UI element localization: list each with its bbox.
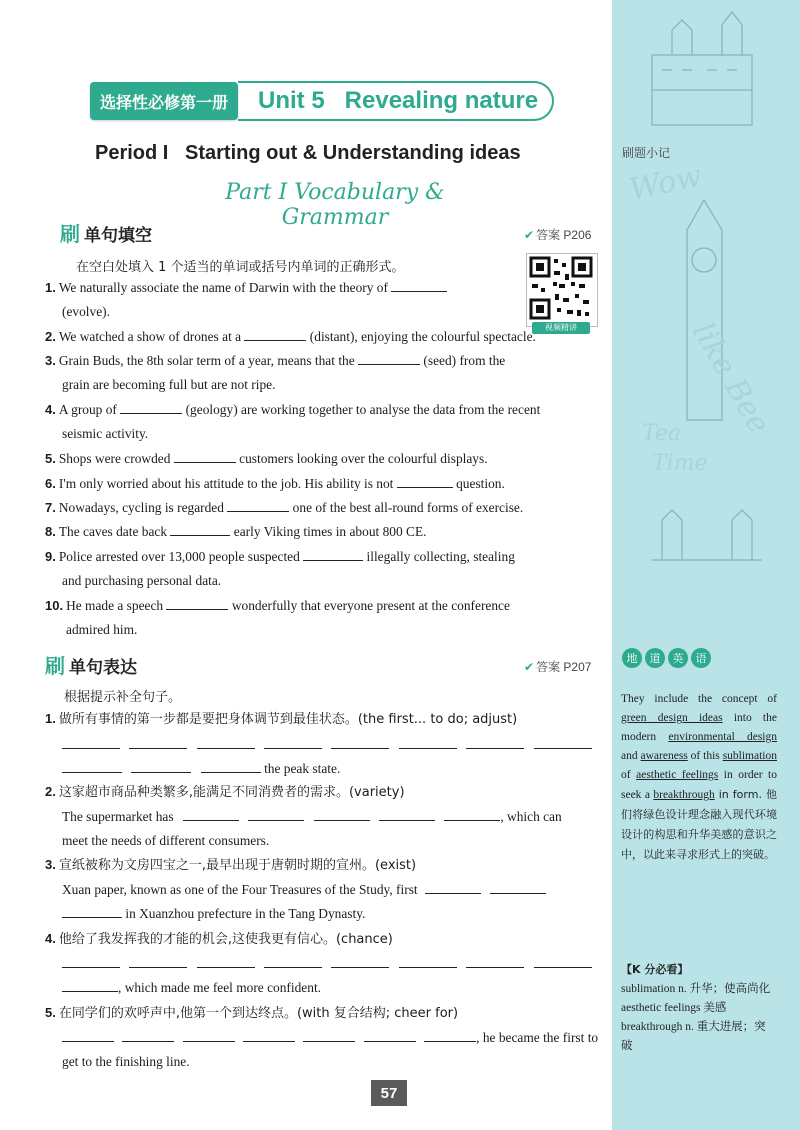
passage-text: of this — [687, 750, 723, 762]
svg-text:Time: Time — [652, 451, 708, 476]
answer-blank[interactable] — [303, 1027, 355, 1042]
exercise-item — [45, 780, 405, 805]
passage-keyword: green design ideas — [621, 712, 723, 724]
item-number: 2. — [45, 329, 56, 344]
k-entry: sublimation n. 升华；使高尚化 — [621, 983, 771, 995]
item-text: Xuan paper, known as one of the Four Treasures of the Study, first — [62, 882, 418, 897]
answer-blank[interactable] — [244, 326, 306, 341]
item-cont: get to the finishing line. — [62, 1054, 190, 1069]
exercise-item — [45, 349, 505, 373]
answer-blank[interactable] — [166, 595, 228, 610]
item-text: the peak state. — [264, 761, 341, 776]
item-prompt: 宣纸被称为文房四宝之一,最早出现于唐朝时期的宣州。(exist) — [58, 858, 417, 873]
passage-text: in form. 他们将绿色设计理念融入现代环境设计的构思和升华美感的意识之中，以此来寻求形式上的突破。 — [621, 788, 777, 861]
check-icon: ✔ — [524, 228, 535, 242]
answer-ref — [524, 226, 591, 243]
item-number: 6. — [45, 476, 56, 491]
answer-blank[interactable] — [424, 1027, 476, 1042]
item-text: The supermarket has — [62, 809, 174, 824]
answer-blank[interactable] — [331, 953, 389, 968]
item-text: Shops were crowded — [58, 451, 171, 466]
item-text: , which can — [500, 809, 562, 824]
passage-keyword: environmental design — [668, 731, 777, 743]
item-cont: and purchasing personal data. — [62, 573, 222, 588]
k-entry: aesthetic feelings 美感 — [621, 1002, 727, 1014]
item-prompt: 在同学们的欢呼声中,他第一个到达终点。(with 复合结构; cheer for) — [58, 1006, 459, 1021]
answer-blank[interactable] — [364, 1027, 416, 1042]
section-title: 单句填空 — [84, 226, 152, 245]
exercise-item — [45, 927, 393, 952]
answer-line — [62, 757, 340, 781]
answer-blank[interactable] — [243, 1027, 295, 1042]
answer-line — [62, 976, 321, 1000]
item-prompt: 做所有事情的第一步都是要把身体调节到最佳状态。(the first... to do; adjust) — [58, 712, 518, 727]
exercise-item — [45, 276, 447, 300]
item-number: 1. — [45, 711, 56, 726]
item-text: in Xuanzhou prefecture in the Tang Dynasty. — [125, 906, 366, 921]
item-number: 3. — [45, 353, 56, 368]
svg-text:Wow: Wow — [626, 158, 705, 208]
answer-line — [62, 805, 562, 829]
exercise-item — [45, 1001, 458, 1026]
item-cont: (evolve). — [62, 304, 110, 319]
answer-blank[interactable] — [466, 953, 524, 968]
answer-line — [62, 902, 365, 926]
item-number: 5. — [45, 1005, 56, 1020]
item-prompt: 他给了我发挥我的才能的机会,这使我更有信心。(chance) — [58, 932, 393, 947]
qr-pattern-icon — [527, 254, 595, 322]
item-text: The caves date back — [58, 524, 168, 539]
answer-blank[interactable] — [314, 806, 370, 821]
item-text: A group of — [58, 402, 117, 417]
passage-keyword: aesthetic feelings — [636, 769, 719, 781]
item-text: one of the best all-round forms of exercise. — [292, 500, 524, 515]
item-text: Police arrested over 13,000 people suspected — [58, 549, 300, 564]
item-text: question. — [456, 476, 505, 491]
item-number: 3. — [45, 857, 56, 872]
exercise-item — [45, 325, 536, 349]
exercise-item — [45, 398, 540, 422]
svg-text:Tea: Tea — [642, 421, 682, 446]
exercise-item — [45, 594, 510, 618]
answer-blank[interactable] — [62, 903, 122, 918]
answer-blank[interactable] — [62, 758, 122, 773]
qr-code[interactable] — [526, 253, 598, 327]
answer-blank[interactable] — [131, 758, 191, 773]
svg-text:like Bee: like Bee — [685, 316, 777, 440]
item-number: 8. — [45, 524, 56, 539]
passage-text: into the modern — [621, 712, 777, 743]
answer-ref-text: 答案 P206 — [536, 228, 592, 242]
instruction: 根据提示补全句子。 — [64, 690, 182, 705]
answer-blank[interactable] — [397, 473, 453, 488]
answer-blank[interactable] — [227, 497, 289, 512]
item-text: wonderfully that everyone present at the conference — [231, 598, 510, 613]
item-text: customers looking over the colourful displays. — [239, 451, 488, 466]
passage-text: of — [621, 769, 637, 781]
section-heading — [45, 650, 137, 679]
passage-keyword: sublimation — [722, 750, 777, 762]
didao-char: 地 — [622, 648, 642, 668]
item-number: 7. — [45, 500, 56, 515]
item-text: Grain Buds, the 8th solar term of a year, means that the — [58, 353, 355, 368]
check-icon: ✔ — [524, 660, 535, 674]
answer-blank[interactable] — [444, 806, 500, 821]
item-cont: grain are becoming full but are not ripe. — [62, 377, 276, 392]
item-number: 4. — [45, 931, 56, 946]
answer-blank[interactable] — [466, 734, 524, 749]
passage-text: in order to seek a — [621, 769, 777, 801]
answer-ref — [524, 658, 591, 675]
instruction: 在空白处填入 1 个适当的单词或括号内单词的正确形式。 — [76, 260, 405, 275]
k-entry: breakthrough n. 重大进展；突破 — [621, 1021, 766, 1052]
exercise-item — [45, 707, 517, 732]
answer-blank[interactable] — [399, 734, 457, 749]
item-text: early Viking times in about 800 CE. — [233, 524, 427, 539]
page-number: 57 — [371, 1080, 407, 1106]
answer-blank[interactable] — [129, 953, 187, 968]
passage-text: They include the concept of — [621, 693, 777, 705]
period-title: Period I Starting out & Understanding ideas — [95, 142, 521, 164]
section-heading — [60, 218, 152, 247]
didao-char: 语 — [691, 648, 711, 668]
item-text: illegally collecting, stealing — [366, 549, 515, 564]
answer-line — [62, 1026, 598, 1050]
item-number: 1. — [45, 280, 56, 295]
answer-blank[interactable] — [62, 734, 120, 749]
answer-blank[interactable] — [183, 806, 239, 821]
didao-badge — [622, 648, 711, 668]
book-tag: 选择性必修第一册 — [90, 82, 238, 120]
answer-blank[interactable] — [303, 546, 363, 561]
answer-blank[interactable] — [62, 953, 120, 968]
exercise-item — [45, 520, 426, 544]
answer-line — [62, 952, 592, 976]
item-text: We naturally associate the name of Darwin with the theory of — [58, 280, 388, 295]
item-number: 5. — [45, 451, 56, 466]
answer-blank[interactable] — [248, 806, 304, 821]
answer-line — [62, 878, 546, 902]
item-text: , which made me feel more confident. — [118, 980, 322, 995]
answer-blank[interactable] — [122, 1027, 174, 1042]
answer-blank[interactable] — [264, 734, 322, 749]
unit-title — [238, 81, 554, 121]
item-text: He made a speech — [66, 598, 164, 613]
exercise-item — [45, 472, 505, 496]
answer-ref-text: 答案 P207 — [536, 660, 592, 674]
k-title: 【K 分必看】 — [621, 963, 689, 976]
sidebar-illustration — [612, 0, 800, 640]
answer-blank[interactable] — [379, 806, 435, 821]
exercise-item — [45, 447, 488, 471]
answer-blank[interactable] — [201, 758, 261, 773]
passage-keyword: awareness — [640, 750, 688, 762]
item-cont: seismic activity. — [62, 426, 149, 441]
brush-icon: 刷 — [45, 656, 65, 678]
answer-blank[interactable] — [174, 448, 236, 463]
item-number: 9. — [45, 549, 56, 564]
exercise-item — [45, 496, 523, 520]
answer-blank[interactable] — [391, 277, 447, 292]
answer-blank[interactable] — [62, 1027, 114, 1042]
k-vocab-box — [621, 960, 777, 1056]
item-number: 4. — [45, 402, 56, 417]
didao-char: 道 — [645, 648, 665, 668]
item-text: Nowadays, cycling is regarded — [58, 500, 224, 515]
section-title: 单句表达 — [69, 658, 137, 677]
answer-blank[interactable] — [197, 953, 255, 968]
passage-keyword: breakthrough — [653, 789, 715, 801]
answer-blank[interactable] — [358, 350, 420, 365]
didao-char: 英 — [668, 648, 688, 668]
answer-blank[interactable] — [331, 734, 389, 749]
item-cont: meet the needs of different consumers. — [62, 833, 270, 848]
exercise-item — [45, 853, 416, 878]
brush-icon: 刷 — [60, 224, 80, 246]
passage-text: and — [621, 750, 641, 762]
unit-name: Revealing nature — [344, 87, 539, 114]
item-text: I'm only worried about his attitude to the job. His ability is not — [58, 476, 394, 491]
answer-blank[interactable] — [425, 879, 481, 894]
answer-blank[interactable] — [197, 734, 255, 749]
item-number: 10. — [45, 598, 64, 613]
answer-blank[interactable] — [170, 521, 230, 536]
answer-blank[interactable] — [129, 734, 187, 749]
answer-line — [62, 733, 592, 757]
answer-blank[interactable] — [264, 953, 322, 968]
answer-blank[interactable] — [120, 399, 182, 414]
item-text: We watched a show of drones at a — [58, 329, 242, 344]
qr-caption: 视频精讲 — [532, 322, 590, 334]
item-text: , he became the first to — [476, 1030, 599, 1045]
answer-blank[interactable] — [490, 879, 546, 894]
item-text: (geology) are working together to analyse the data from the recent — [185, 402, 541, 417]
item-number: 2. — [45, 784, 56, 799]
item-text: (distant), enjoying the colourful spectacle. — [309, 329, 536, 344]
answer-blank[interactable] — [62, 977, 118, 992]
answer-blank[interactable] — [399, 953, 457, 968]
part-title: Part I Vocabulary & Grammar — [225, 180, 445, 230]
sidebar-passage — [621, 690, 777, 865]
answer-blank[interactable] — [534, 953, 592, 968]
answer-blank[interactable] — [534, 734, 592, 749]
unit-label: Unit 5 — [258, 87, 325, 114]
item-text: (seed) from the — [423, 353, 506, 368]
sidebar-label: 刷题小记 — [622, 146, 671, 160]
item-prompt: 这家超市商品种类繁多,能满足不同消费者的需求。(variety) — [58, 785, 405, 800]
item-cont: admired him. — [66, 622, 138, 637]
exercise-item — [45, 545, 515, 569]
answer-blank[interactable] — [183, 1027, 235, 1042]
